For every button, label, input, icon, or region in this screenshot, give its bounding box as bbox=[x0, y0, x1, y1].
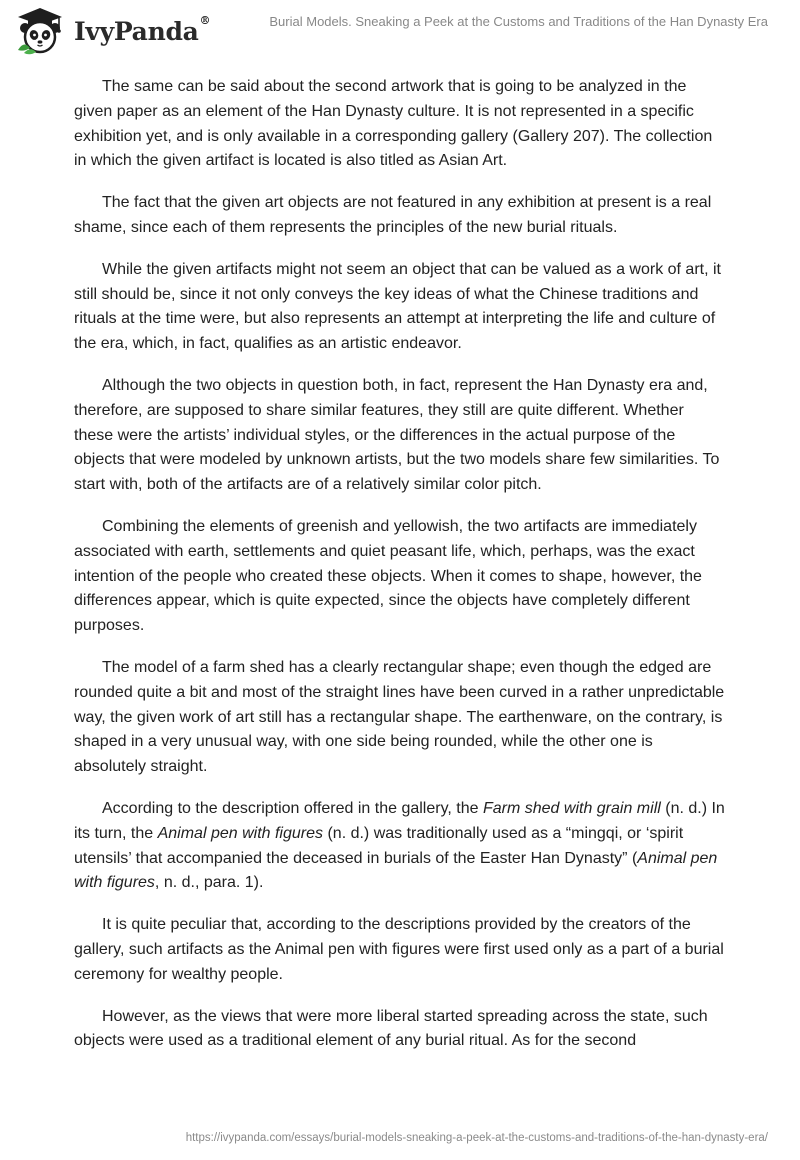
paragraph bbox=[74, 797, 726, 896]
paragraph-text: The same can be said about the second artwork that is going to be analyzed in the given paper as an element of the Han Dynasty culture. It is not represented in a specific exhibition yet, and is only available in a corresponding gallery (Gallery 207). The collection in which the given artifact is located is also titled as Asian Art. bbox=[74, 78, 713, 170]
paragraph-text: (n. d.) In its turn, the bbox=[74, 799, 725, 842]
document-title: Burial Models. Sneaking a Peek at the Customs and Traditions of the Han Dynasty Era bbox=[269, 14, 768, 29]
essay-body bbox=[74, 75, 726, 1071]
paragraph-text: However, as the views that were more liberal started spreading across the state, such objects were used as a traditional element of any burial ritual. As for the second bbox=[74, 1007, 708, 1050]
paragraph-text: It is quite peculiar that, according to the descriptions provided by the creators of the gallery, such artifacts as the Animal pen with figures were first used only as a part of a burial ceremony for wealthy people. bbox=[74, 916, 724, 983]
paragraph bbox=[74, 191, 726, 241]
paragraph-text: Although the two objects in question both, in fact, represent the Han Dynasty era and, therefore, are supposed to share similar features, they still are quite different. Whether these were the artists’ individual styles, or the differences in the actual purpose of the objects that were modeled by unknown artists, but the two models share few similarities. To start with, both of the artifacts are of a relatively similar color pitch. bbox=[74, 376, 720, 494]
paragraph bbox=[74, 656, 726, 780]
paragraph bbox=[74, 913, 726, 987]
italic-title: Animal pen with figures bbox=[74, 849, 718, 892]
paragraph bbox=[74, 75, 726, 174]
brand-name: IvyPanda® bbox=[74, 13, 211, 46]
italic-title: Animal pen with figures bbox=[157, 824, 324, 842]
paragraph bbox=[74, 374, 726, 498]
source-url[interactable]: https://ivypanda.com/essays/burial-models-sneaking-a-peek-at-the-customs-and-traditions-of-the-han-dynasty-era/ bbox=[185, 1132, 768, 1144]
paragraph-text: The model of a farm shed has a clearly rectangular shape; even though the edged are rounded quite a bit and most of the straight lines have been curved in a rather unpredictable way, the given work of art still has a rectangular shape. The earthenware, on the contrary, is shaped in a very unusual way, with one side being rounded, while the other one is absolutely straight. bbox=[74, 658, 725, 776]
paragraph bbox=[74, 258, 726, 357]
ivypanda-logo[interactable] bbox=[14, 6, 210, 56]
paragraph-text: , n. d., para. 1). bbox=[154, 874, 264, 892]
paragraph-text: While the given artifacts might not seem an object that can be valued as a work of art, it still should be, since it not only conveys the key ideas of what the Chinese traditions and rituals at the time were, but also represents an attempt at interpreting the life and culture of the era, which, in fact, qualifies as an artistic endeavor. bbox=[74, 260, 721, 353]
paragraph-text: Combining the elements of greenish and yellowish, the two artifacts are immediately associated with earth, settlements and quiet peasant life, which, perhaps, was the exact intention of the people who created these objects. When it comes to shape, however, the differences appear, which is quite expected, since the objects have completely different purposes. bbox=[74, 517, 702, 635]
italic-title: Farm shed with grain mill bbox=[482, 799, 661, 817]
paragraph-text: According to the description offered in the gallery, the bbox=[102, 799, 483, 817]
paragraph bbox=[74, 515, 726, 639]
paragraph bbox=[74, 1005, 726, 1055]
paragraph-text: The fact that the given art objects are not featured in any exhibition at present is a real shame, since each of them represents the principles of the new burial rituals. bbox=[74, 194, 712, 236]
panda-graduate-icon bbox=[14, 6, 66, 56]
page-header bbox=[0, 0, 800, 60]
paragraph-text: (n. d.) was traditionally used as a “mingqi, or ‘spirit utensils’ that accompanied the deceased in burials of the Easter Han Dynasty” ( bbox=[74, 824, 684, 867]
